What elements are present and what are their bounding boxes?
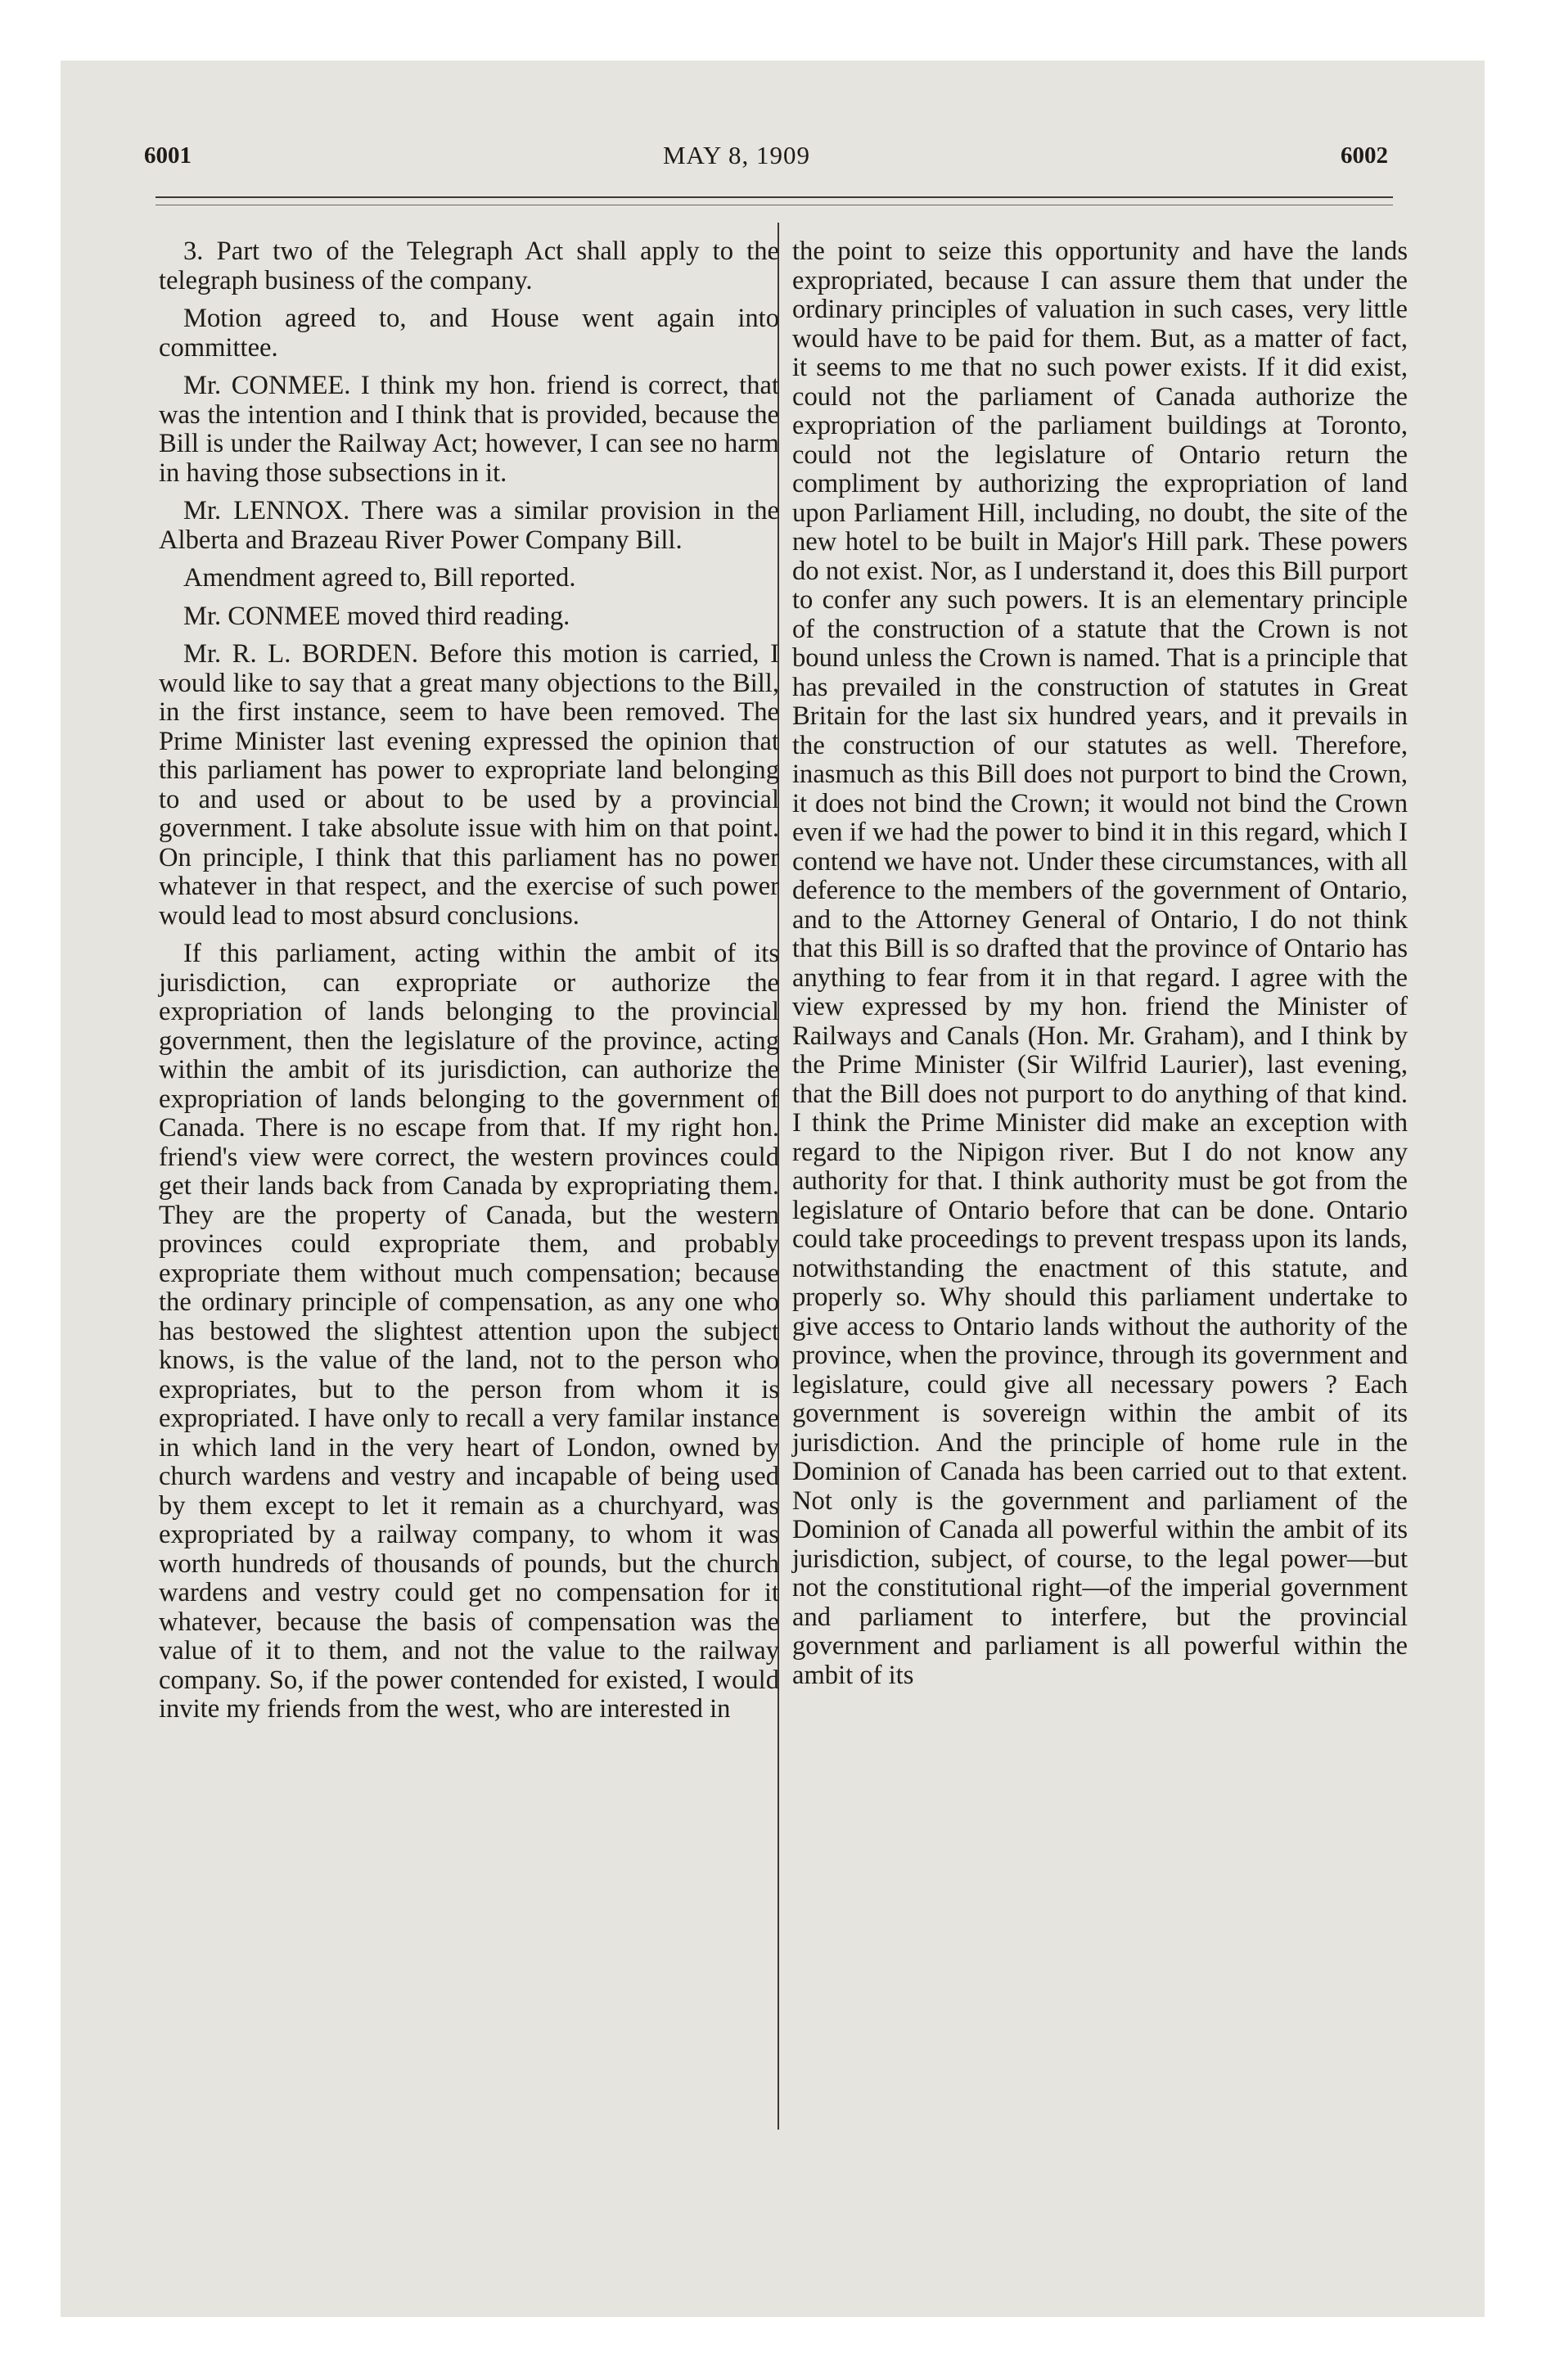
right-column [792,237,1408,1699]
paragraph: If this parliament, acting within the ambit of its jurisdiction, can expropriate or authorize the expropriation of lands belonging to the provincial government, then the legislature of the province, acting within the ambit of its jurisdiction, can authorize the expropriation of lands belonging to the government of Canada. There is no escape from that. If my right hon. friend's view were correct, the western provinces could get their lands back from Canada by expropriating them. They are the property of Canada, but the western provinces could expropriate them, and probably expropriate them without much compensation; because the ordinary principle of compensation, as any one who has bestowed the slightest attention upon the subject knows, is the value of the land, not to the person who expropriates, but to the person from whom it is expropriated. I have only to recall a very familar instance in which land in the very heart of London, owned by church wardens and vestry and incapable of being used by them except to let it remain as a churchyard, was expropriated by a railway company, to whom it was worth hundreds of thousands of pounds, but the church wardens and vestry could get no compensation for it whatever, because the basis of compensation was the value of it to them, and not the value to the railway company. So, if the power contended for existed, I would invite my friends from the west, who are interested in [159,939,779,1724]
paragraph: Motion agreed to, and House went again into committee. [159,304,779,363]
paragraph: Mr. CONMEE moved third reading. [183,601,570,631]
header-date: MAY 8, 1909 [662,141,811,169]
page-number-left: 6001 [144,142,192,169]
paragraph: Amendment agreed to, Bill reported. [183,563,576,593]
paragraph: Mr. LENNOX. There was a similar provision in the Alberta and Brazeau River Power Company Bill. [159,496,779,555]
paragraph: 3. Part two of the Telegraph Act shall apply to the telegraph business of the company. [159,237,779,295]
left-column [159,237,779,1733]
page-number-right: 6002 [1341,142,1388,169]
page-header [85,136,1388,175]
paragraph: the point to seize this opportunity and have the lands expropriated, because I can assure them that under the ordinary principles of valuation in such cases, very little would have to be paid for them. But, as a matter of fact, it seems to me that no such power exists. If it did exist, could not the parliament of Canada authorize the expropriation of the parliament buildings at Toronto, could not the legislature of Ontario return the compliment by authorizing the expropriation of land upon Parliament Hill, including, no doubt, the site of the new hotel to be built in Major's Hill park. These powers do not exist. Nor, as I understand it, does this Bill purport to confer any such powers. It is an elementary principle of the construction of a statute that the Crown is not bound unless the Crown is named. That is a principle that has prevailed in the construction of statutes in Great Britain for the last six hundred years, and it prevails in the construction of our statutes as well. Therefore, inasmuch as this Bill does not purport to bind the Crown, it does not bind the Crown; it would not bind the Crown even if we had the power to bind it in this regard, which I contend we have not. Under these circumstances, with all deference to the members of the government of Ontario, and to the Attorney General of Ontario, I do not think that this Bill is so drafted that the province of Ontario has anything to fear from it in that regard. I agree with the view expressed by my hon. friend the Minister of Railways and Canals (Hon. Mr. Graham), and I think by the Prime Minister (Sir Wilfrid Laurier), last evening, that the Bill does not purport to do anything of that kind. I think the Prime Minister did make an exception with regard to the Nipigon river. But I do not know any authority for that. I think authority must be got from the legislature of Ontario before that can be done. Ontario could take proceedings to prevent trespass upon its lands, notwithstanding the enactment of this statute, and properly so. Why should this parliament undertake to give access to Ontario lands without the authority of the province, when the province, through its government and legislature, could give all necessary powers ? Each government is sovereign within the ambit of its jurisdiction. And the principle of home rule in the Dominion of Canada has been carried out to that extent. Not only is the government and parliament of the Dominion of Canada all powerful within the ambit of its jurisdiction, subject, of course, to the legal power—but not the constitutional right—of the imperial government and parliament to interfere, but the provincial government and parliament is all powerful within the ambit of its [792,237,1408,1690]
header-rule [156,196,1393,198]
paragraph: Mr. CONMEE. I think my hon. friend is correct, that was the intention and I think that is provided, because the Bill is under the Railway Act; however, I can see no harm in having those subsections in it. [159,371,779,488]
paragraph: Mr. R. L. BORDEN. Before this motion is carried, I would like to say that a great many objections to the Bill, in the first instance, seem to have been removed. The Prime Minister last evening expressed the opinion that this parliament has power to expropriate land belonging to and used or about to be used by a provincial government. I take absolute issue with him on that point. On principle, I think that this parliament has no power whatever in that respect, and the exercise of such power would lead to most absurd conclusions. [159,639,779,931]
